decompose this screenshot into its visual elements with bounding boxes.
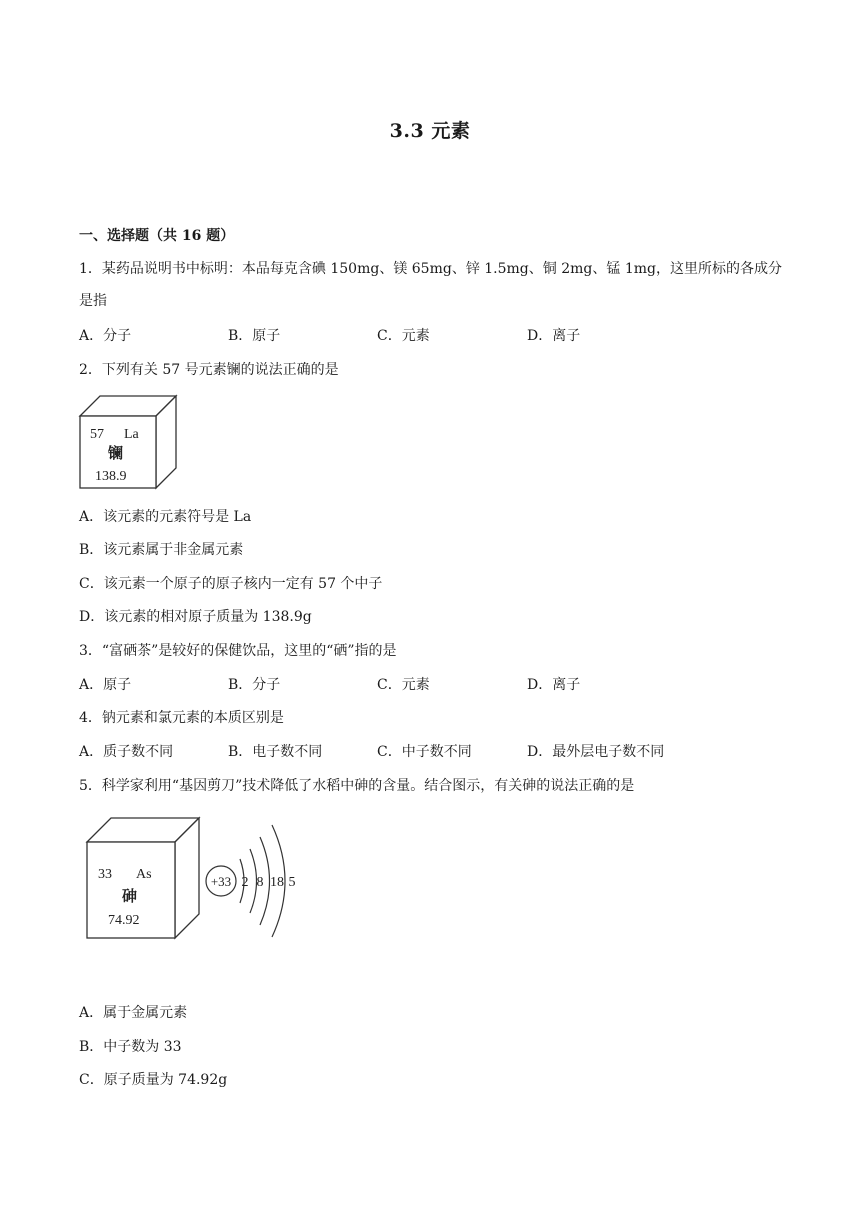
tile-mass: 74.92: [108, 913, 140, 928]
option-a[interactable]: A．分子: [79, 328, 132, 344]
question-5-option-c[interactable]: C．原子质量为 74.92g: [79, 1072, 228, 1088]
question-5-option-b[interactable]: B．中子数为 33: [79, 1039, 182, 1055]
question-1-text-cont: 是指: [79, 293, 107, 309]
option-c[interactable]: C．元素: [377, 677, 430, 693]
tile-name: 砷: [122, 889, 138, 905]
page-title: 3.3 元素: [389, 120, 471, 142]
question-2-text: 2．下列有关 57 号元素镧的说法正确的是: [79, 362, 339, 378]
question-2-option-d[interactable]: D．该元素的相对原子质量为 138.9g: [79, 609, 312, 625]
question-4-text: 4．钠元素和氯元素的本质区别是: [79, 710, 284, 726]
question-2-option-c[interactable]: C．该元素一个原子的原子核内一定有 57 个中子: [79, 576, 383, 592]
question-1-text: 1．某药品说明书中标明：本品每克含碘 150mg、镁 65mg、锌 1.5mg、铜 2mg、锰 1mg，这里所标的各成分: [79, 261, 782, 277]
option-b[interactable]: B．电子数不同: [228, 744, 323, 760]
question-2-option-a[interactable]: A．该元素的元素符号是 La: [79, 509, 252, 525]
question-5-text: 5．科学家利用“基因剪刀”技术降低了水稻中砷的含量。结合图示，有关砷的说法正确的是: [79, 778, 635, 794]
option-d[interactable]: D．离子: [527, 328, 581, 344]
question-2-option-b[interactable]: B．该元素属于非金属元素: [79, 542, 244, 558]
question-5-option-a[interactable]: A．属于金属元素: [79, 1005, 188, 1021]
shell-electrons: 2: [241, 875, 249, 890]
question-3-text: 3．“富硒茶”是较好的保健饮品，这里的“硒”指的是: [79, 643, 397, 659]
tile-mass: 138.9: [95, 469, 127, 484]
option-c[interactable]: C．元素: [377, 328, 430, 344]
shell-electrons: 5: [288, 875, 296, 890]
option-d[interactable]: D．最外层电子数不同: [527, 744, 665, 760]
tile-atomic-number: 33: [98, 867, 112, 882]
option-a[interactable]: A．原子: [79, 677, 132, 693]
tile-atomic-number: 57: [90, 427, 104, 442]
lanthanum-element-tile: [78, 394, 180, 492]
tile-symbol: La: [124, 427, 139, 442]
option-b[interactable]: B．原子: [228, 328, 281, 344]
option-d[interactable]: D．离子: [527, 677, 581, 693]
shell-electrons: 18: [270, 875, 284, 890]
shell-electrons: 8: [256, 875, 264, 890]
tile-name: 镧: [108, 446, 124, 462]
option-a[interactable]: A．质子数不同: [79, 744, 174, 760]
option-b[interactable]: B．分子: [228, 677, 281, 693]
arsenic-figure: [84, 815, 300, 947]
nucleus-charge: +33: [210, 874, 232, 889]
tile-symbol: As: [136, 867, 152, 882]
section-heading: 一、选择题（共 16 题）: [79, 228, 235, 244]
option-c[interactable]: C．中子数不同: [377, 744, 472, 760]
